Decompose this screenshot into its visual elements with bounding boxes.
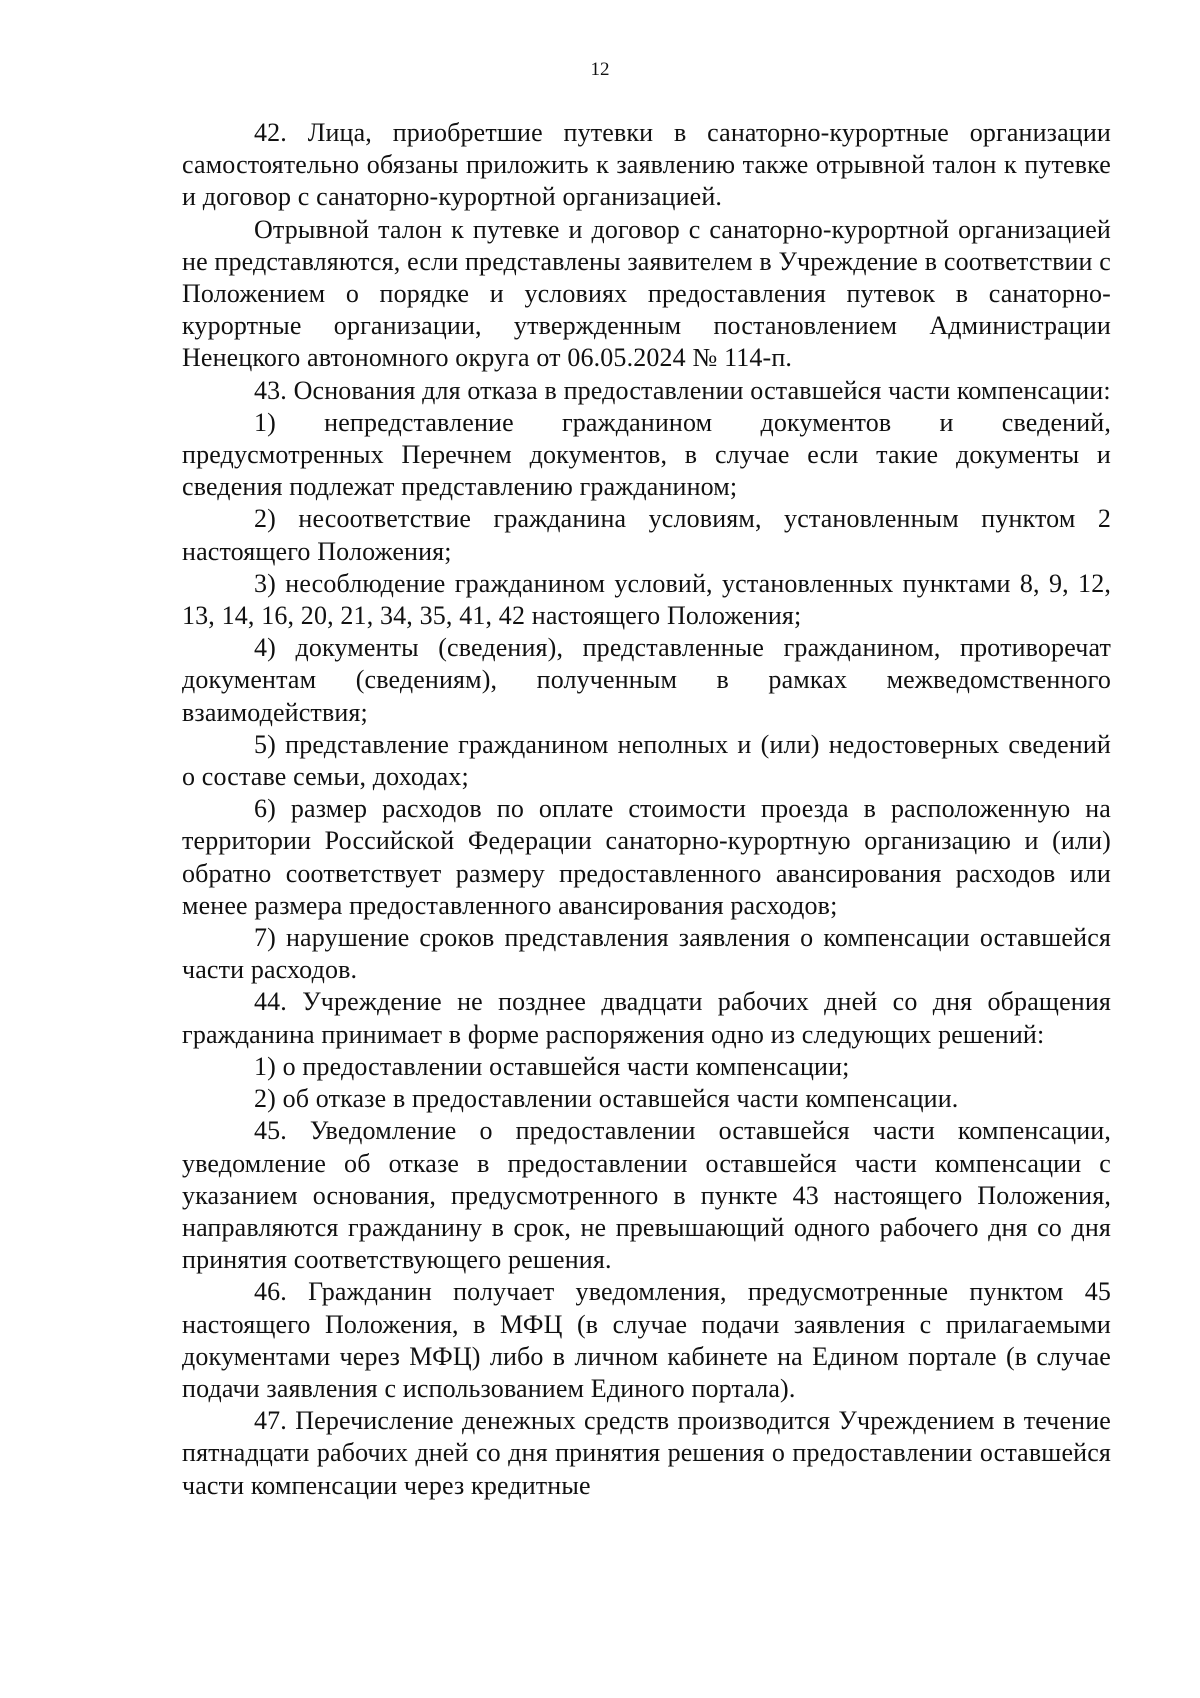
paragraph-42-tear-off-coupon: Отрывной талон к путевке и договор с санаторно-курортной организацией не представляются, если представлены заявителем в Учреждение в соответствии с Положением о порядке и условиях предоставления путевок в санаторно-курортные организации, утвержденным постановлением Администрации Ненецкого автономного округа от 06.05.2024 № 114-п. xyxy=(182,214,1111,373)
list-item-43-7: 7) нарушение сроков представления заявления о компенсации оставшейся части расходов. xyxy=(182,923,1111,985)
paragraph-45: 45. Уведомление о предоставлении оставшейся части компенсации, уведомление об отказе в предоставлении оставшейся части компенсации с указанием основания, предусмотренного в пункте 43 настоящего Положения, направляются гражданину в срок, не превышающий одного рабочего дня со дня принятия соответствующего решения. xyxy=(182,1116,1111,1275)
paragraph-43: 43. Основания для отказа в предоставлении оставшейся части компенсации: xyxy=(254,375,1111,405)
document-body xyxy=(182,117,1111,1502)
page-number: 12 xyxy=(590,59,610,80)
paragraph-46: 46. Гражданин получает уведомления, предусмотренные пунктом 45 настоящего Положения, в МФЦ (в случае подачи заявления с прилагаемыми документами через МФЦ) либо в личном кабинете на Едином портале (в случае подачи заявления с использованием Единого портала). xyxy=(182,1277,1111,1403)
paragraph-44: 44. Учреждение не позднее двадцати рабочих дней со дня обращения гражданина принимает в форме распоряжения одно из следующих решений: xyxy=(182,987,1111,1049)
list-item-43-2: 2) несоответствие гражданина условиям, установленным пунктом 2 настоящего Положения; xyxy=(182,504,1111,566)
list-item-44-1: 1) о предоставлении оставшейся части компенсации; xyxy=(254,1051,850,1081)
list-item-43-6: 6) размер расходов по оплате стоимости проезда в расположенную на территории Российской Федерации санаторно-курортную организацию и (или) обратно соответствует размеру предоставленного авансирования расходов или менее размера предоставленного авансирования расходов; xyxy=(182,794,1111,920)
list-item-43-3: 3) несоблюдение гражданином условий, установленных пунктами 8, 9, 12, 13, 14, 16, 20, 21, 34, 35, 41, 42 настоящего Положения; xyxy=(182,568,1111,631)
paragraph-47: 47. Перечисление денежных средств производится Учреждением в течение пятнадцати рабочих дней со дня принятия решения о предоставлении оставшейся части компенсации через кредитные xyxy=(182,1406,1111,1500)
paragraph-42: 42. Лица, приобретшие путевки в санаторно-курортные организации самостоятельно обязаны приложить к заявлению также отрывной талон к путевке и договор с санаторно-курортной организацией. xyxy=(182,118,1111,212)
list-item-43-5: 5) представление гражданином неполных и (или) недостоверных сведений о составе семьи, доходах; xyxy=(182,729,1111,792)
list-item-43-4: 4) документы (сведения), представленные гражданином, противоречат документам (сведениям), полученным в рамках межведомственного взаимодействия; xyxy=(182,633,1111,727)
list-item-44-2: 2) об отказе в предоставлении оставшейся части компенсации. xyxy=(254,1084,959,1114)
list-item-43-1: 1) непредставление гражданином документов и сведений, предусмотренных Перечнем документов, в случае если такие документы и сведения подлежат представлению гражданином; xyxy=(182,407,1111,502)
